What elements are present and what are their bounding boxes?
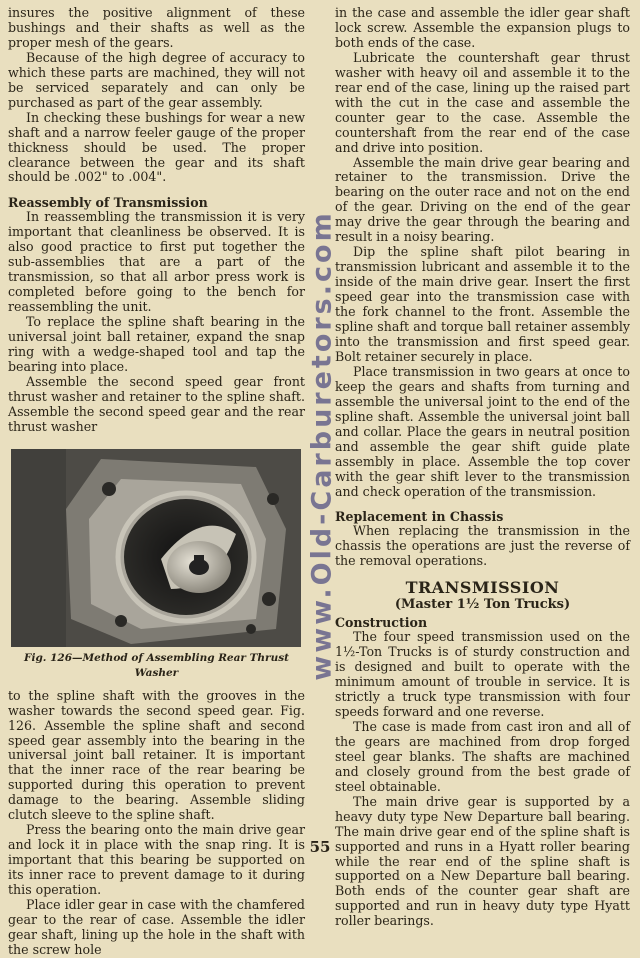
paragraph: to the spline shaft with the grooves in the washer towards the second speed gear. Fig. 126. Assemble the spline shaft and second speed gear assembly into the bearing in the universal joint ball retainer. It is important that the inner race of the rear bearing be supported during this operation to prevent damage to the bearing. Assemble sliding clutch sleeve to the spline shaft.	[8, 687, 305, 823]
paragraph: When replacing the transmission in the chassis the operations are just the reverse of the removal operations.	[335, 523, 630, 569]
transmission-case-photo	[11, 449, 301, 647]
chapter-subtitle: (Master 1½ Ton Trucks)	[394, 597, 571, 613]
paragraph: In reassembling the transmission it is very important that cleanliness be observed. It is also good practice to first put together the sub-assemblies that are a part of the transmission, so that all arbor press work is completed before going to the bench for reassembling the unit.	[8, 209, 305, 315]
paragraph: Because of the high degree of accuracy to which these parts are machined, they will not be serviced separately and can only be purchased as part of the gear assembly.	[8, 49, 305, 110]
figure-126-photo	[11, 449, 301, 647]
paragraph: Place idler gear in case with the chamfered gear to the rear of case. Assemble the idler gear shaft, lining up the hole in the shaft with the screw hole	[8, 896, 305, 957]
paragraph: The case is made from cast iron and all of the gears are machined from drop forged steel gear blanks. The shafts are machined and closely ground from the best grade of steel obtainable.	[335, 718, 630, 794]
watermark-text: www.Old-Carburetors.com	[306, 209, 338, 681]
right-column	[335, 6, 630, 929]
paragraph: Assemble the main drive gear bearing and retainer to the transmission. Drive the bearing on the outer race and not on the end of the gear. Driving on the end of the gear may drive the gear through the bearing and result in a noisy bearing.	[335, 154, 630, 245]
paragraph: Assemble the second speed gear front thrust washer and retainer to the spline shaft. Assemble the second speed gear and the rear thrust washer	[8, 373, 305, 434]
paragraph: Place transmission in two gears at once to keep the gears and shafts from turning and assemble the universal joint to the end of the spline shaft. Assemble the universal joint ball and collar. Place the gears in neutral position and assemble the gear shift guide plate assembly in place. Assemble the top cover with the gear shift lever to the transmission and check operation of the transmission.	[335, 363, 630, 499]
paragraph: The four speed transmission used on the 1½-Ton Trucks is of sturdy construction and is designed and built to operate with the minimum amount of trouble in service. It is strictly a truck type transmission with four speeds forward and one reverse.	[335, 629, 630, 719]
paragraph: Dip the spline shaft pilot bearing in transmission lubricant and assemble it to the inside of the main drive gear. Insert the first speed gear into the transmission case with the fork channel to the front. Assemble the spline shaft and torque ball retainer assembly into the transmission and first speed gear. Bolt retainer securely in place.	[335, 244, 630, 364]
paragraph: To replace the spline shaft bearing in the universal joint ball retainer, expand the snap ring with a wedge-shaped tool and tap the bearing into place.	[8, 314, 305, 374]
paragraph: Lubricate the countershaft gear thrust washer with heavy oil and assemble it to the rear end of the case, lining up the raised part with the cut in the case and assemble the counter gear to the case. Assemble the countershaft from the rear end of the case and drive into position.	[335, 49, 630, 155]
figure-caption: Fig. 126—Method of Assembling Rear Thrust Washer	[24, 651, 289, 679]
paragraph: Press the bearing onto the main drive gear and lock it in place with the snap ring. It is important that this bearing be supported on its inner race to prevent damage to it during this operation.	[8, 822, 305, 898]
left-column	[8, 6, 305, 958]
page-number: 55	[309, 838, 331, 856]
section-heading-replacement: Replacement in Chassis	[335, 509, 504, 525]
chapter-title: TRANSMISSION	[405, 578, 560, 598]
paragraph: insures the positive alignment of these bushings and their shafts as well as the proper mesh of the gears.	[8, 5, 305, 50]
paragraph: in the case and assemble the idler gear shaft lock screw. Assemble the expansion plugs to both ends of the case.	[335, 5, 630, 50]
section-heading-construction: Construction	[335, 615, 428, 631]
section-heading-reassembly: Reassembly of Transmission	[8, 195, 208, 211]
paragraph: The main drive gear is supported by a heavy duty type New Departure ball bearing. The main drive gear end of the spline shaft is supported and runs in a Hyatt roller bearing while the rear end of the spline shaft is supported on a New Departure ball bearing. Both ends of the counter gear shaft are supported and run in heavy duty type Hyatt roller bearings.	[335, 793, 630, 929]
watermark	[307, 150, 337, 740]
paragraph: In checking these bushings for wear a new shaft and a narrow feeler gauge of the proper thickness should be used. The proper clearance between the gear and its shaft should be .002" to .004".	[8, 109, 305, 185]
